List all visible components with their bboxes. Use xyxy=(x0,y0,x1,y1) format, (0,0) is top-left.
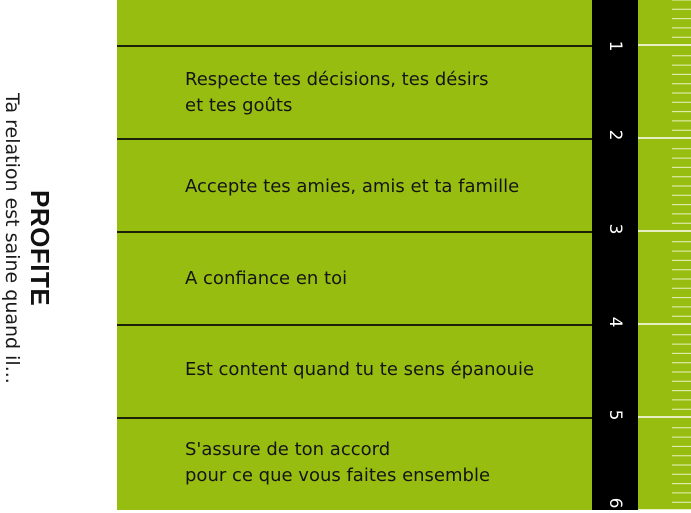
statement-text: Respecte tes décisions, tes désirs et tes goûts xyxy=(185,69,489,116)
ruler-ticks xyxy=(638,0,691,510)
ruler-number: 1 xyxy=(605,40,625,52)
statement-text: Est content quand tu te sens épanouie xyxy=(185,359,535,380)
statement-text: A confiance en toi xyxy=(185,268,348,289)
statement-row xyxy=(117,324,592,418)
ruler-number: 2 xyxy=(605,129,625,141)
statement-row xyxy=(117,231,592,325)
statements-panel xyxy=(117,0,592,510)
sidebar xyxy=(0,0,117,510)
statement-row xyxy=(117,417,592,510)
ruler-strip xyxy=(592,0,638,510)
sidebar-heading: PROFITE xyxy=(25,190,55,307)
statement-text: S'assure de ton accord pour ce que vous faites ensemble xyxy=(185,439,491,486)
sidebar-subtitle: Ta relation est saine quand il... xyxy=(1,93,23,384)
ruler-number: 6 xyxy=(605,497,625,509)
statement-row xyxy=(117,138,592,232)
ruler-scale xyxy=(638,0,691,510)
ruler-number: 3 xyxy=(605,223,625,235)
ruler-number: 4 xyxy=(605,316,625,328)
statement-row xyxy=(117,45,592,139)
statement-text: Accepte tes amies, amis et ta famille xyxy=(185,176,520,197)
ruler-number: 5 xyxy=(605,409,625,421)
